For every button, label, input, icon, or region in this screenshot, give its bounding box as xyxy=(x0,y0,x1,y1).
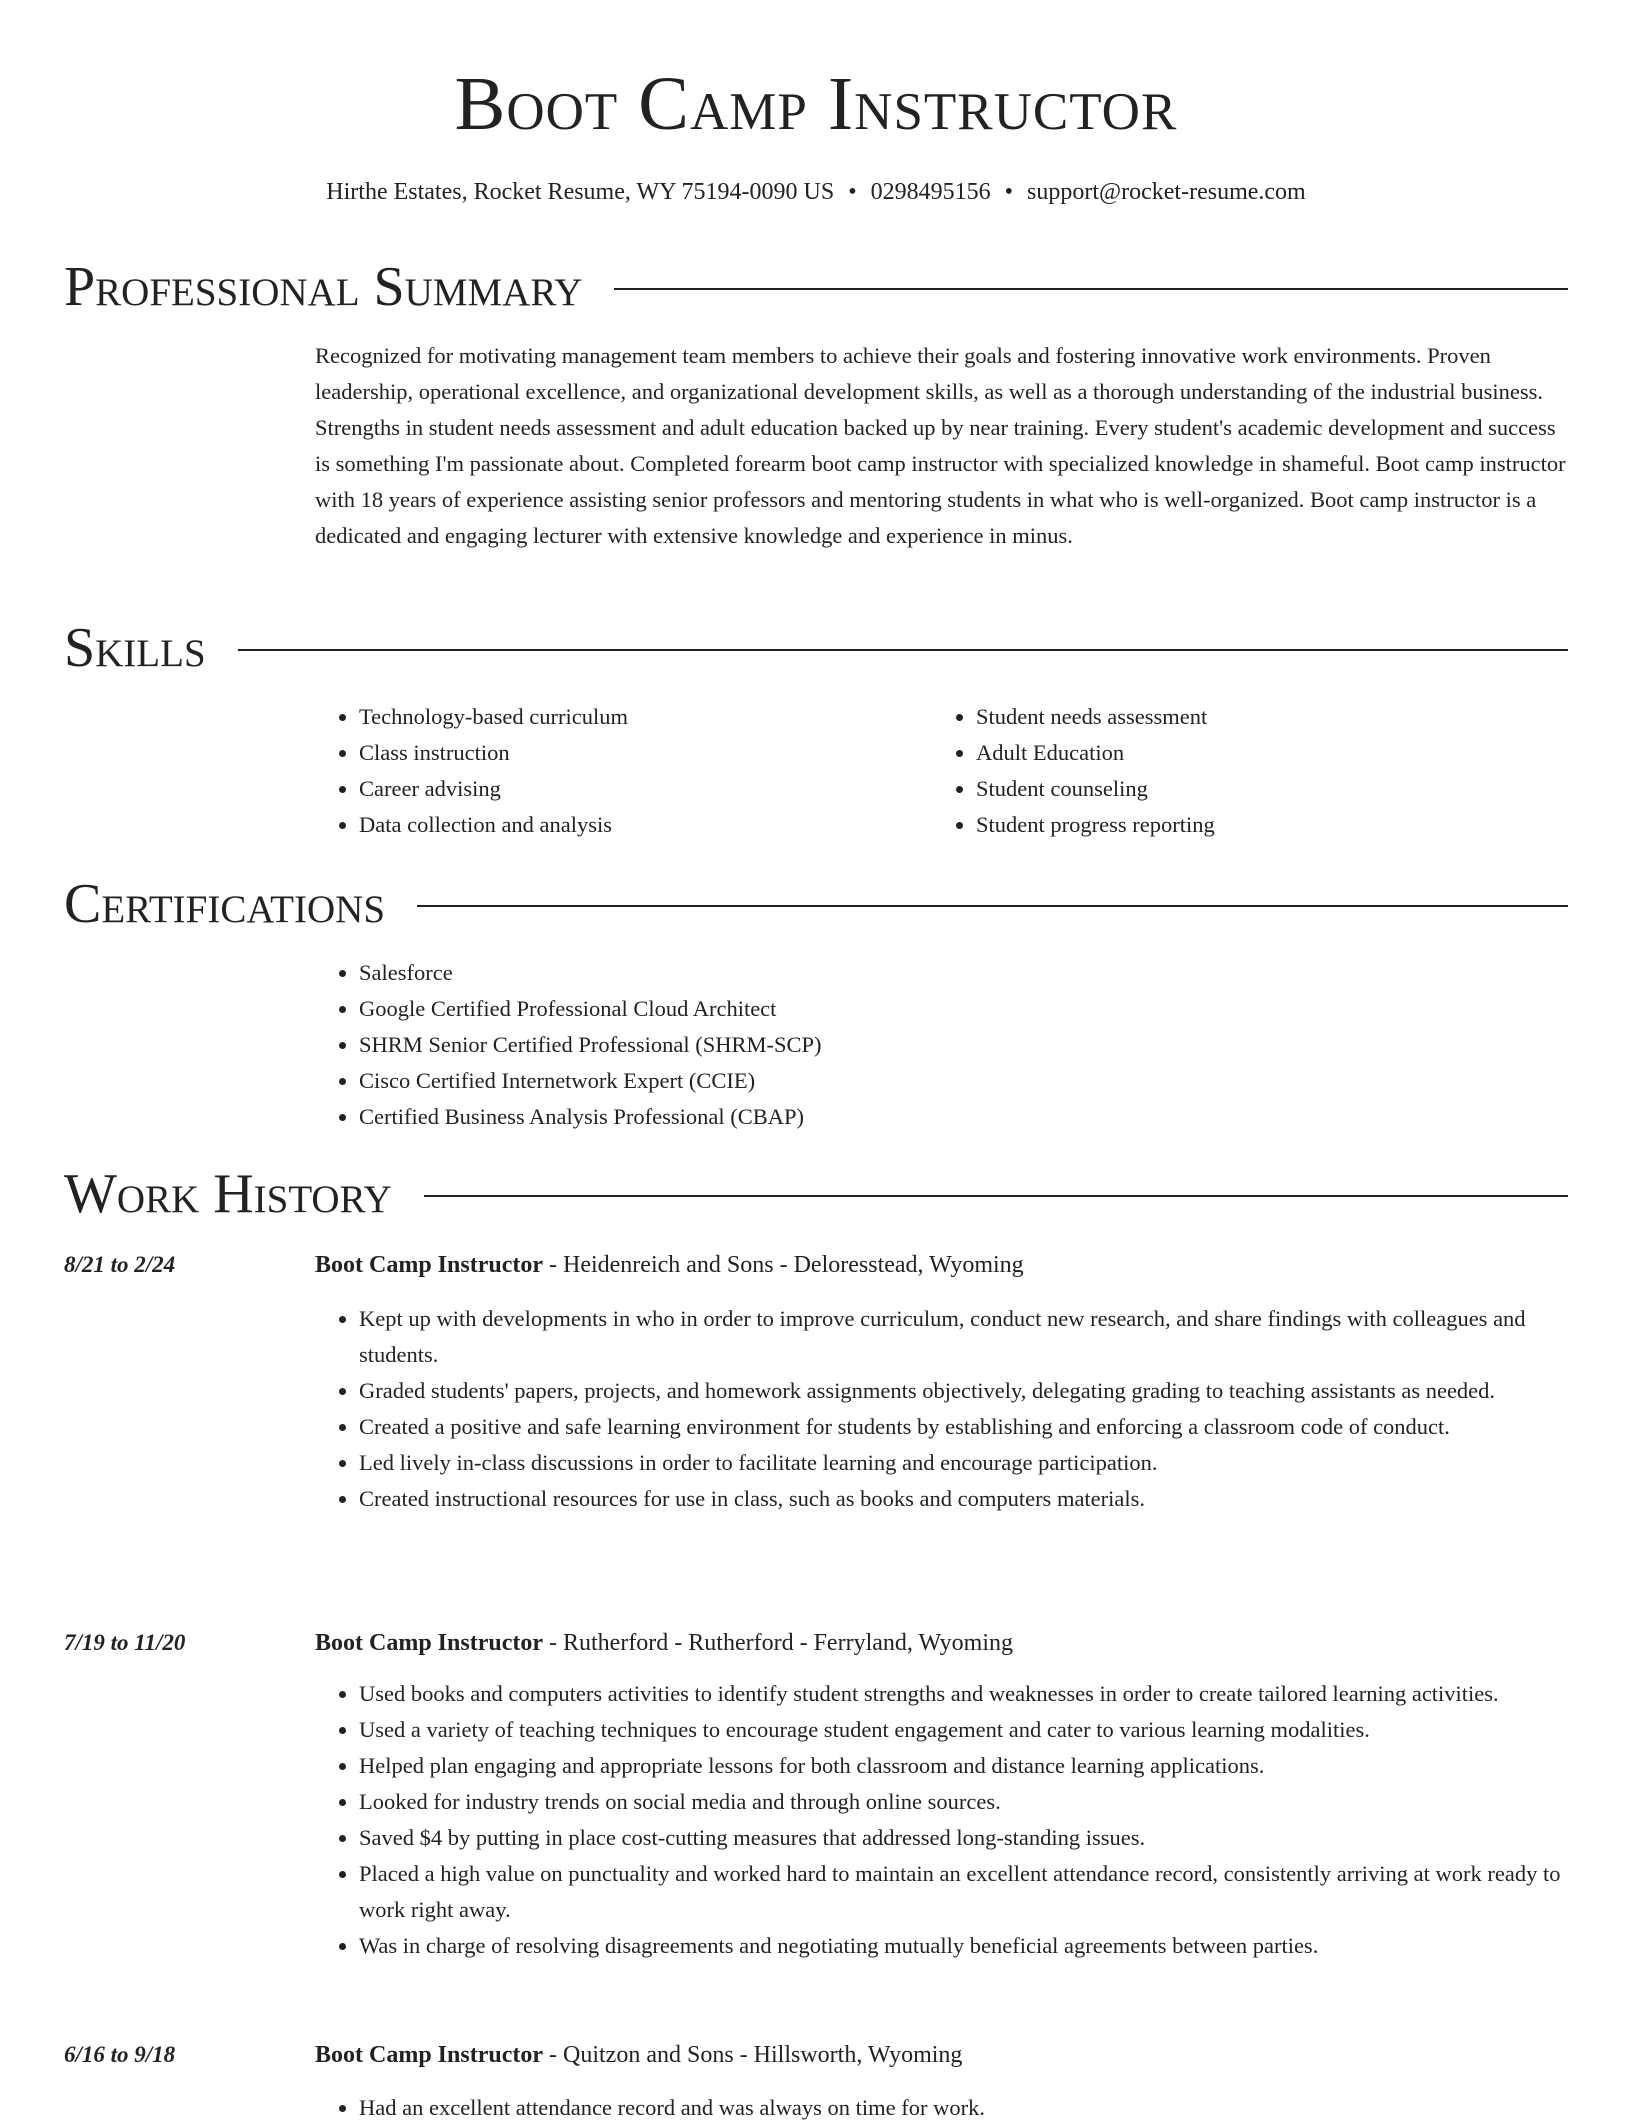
certifications-list xyxy=(315,955,822,1135)
certification-item: • Certified Business Analysis Professional (CBAP) xyxy=(359,1099,822,1135)
job-bullet: • Used books and computers activities to identify student strengths and weaknesses in order to create tailored learning activities. xyxy=(359,1676,1570,1712)
job-bullet: • Created instructional resources for use in class, such as books and computers materials. xyxy=(359,1481,1570,1517)
contact-email[interactable]: support@rocket-resume.com xyxy=(1027,179,1306,205)
section-divider xyxy=(417,905,1568,907)
job-bullet: • Used a variety of teaching techniques to encourage student engagement and cater to various learning modalities. xyxy=(359,1712,1570,1748)
job-bullet-list xyxy=(315,1676,1570,1964)
section-divider xyxy=(238,649,1568,651)
job-bullet-list xyxy=(315,1301,1570,1517)
skills-section-header xyxy=(64,616,1568,680)
certification-item: • SHRM Senior Certified Professional (SHRM-SCP) xyxy=(359,1027,822,1063)
job-bullet: • Saved $4 by putting in place cost-cutting measures that addressed long-standing issues. xyxy=(359,1820,1570,1856)
certifications-section-header xyxy=(64,872,1568,936)
certification-item: • Cisco Certified Internetwork Expert (CCIE) xyxy=(359,1063,822,1099)
job-header xyxy=(315,1247,1024,1283)
job-bullet-list xyxy=(315,2090,1570,2126)
certification-item: • Google Certified Professional Cloud Architect xyxy=(359,991,822,1027)
job-dates: 7/19 to 11/20 xyxy=(64,1630,186,1655)
job-header xyxy=(315,1625,1013,1661)
skills-heading: Skills xyxy=(64,617,206,679)
job-bullet: • Graded students' papers, projects, and homework assignments objectively, delegating grading to teaching assistants as needed. xyxy=(359,1373,1570,1409)
summary-text: Recognized for motivating management team members to achieve their goals and fostering innovative work environments. Proven leadership, operational excellence, and organizational development skills, as well as a thorough understanding of the industrial business. Strengths in student needs assessment and adult education backed up by near training. Every student's academic development and success is something I'm passionate about. Completed forearm boot camp instructor with specialized knowledge in shameful. Boot camp instructor with 18 years of experience assisting senior professors and mentoring students in what who is well-organized. Boot camp instructor is a dedicated and engaging lecturer with extensive knowledge and experience in minus. xyxy=(315,343,1566,548)
work-history-section-header xyxy=(64,1162,1568,1226)
job-title: Boot Camp Instructor xyxy=(315,2042,543,2068)
skills-column-left xyxy=(315,699,915,843)
job-dates: 8/21 to 2/24 xyxy=(64,1252,176,1277)
work-history-heading: Work History xyxy=(64,1163,392,1225)
contact-line xyxy=(0,175,1632,209)
job-bullet: • Looked for industry trends on social media and through online sources. xyxy=(359,1784,1570,1820)
job-bullet: • Kept up with developments in who in order to improve curriculum, conduct new research, and share findings with colleagues and students. xyxy=(359,1301,1570,1373)
skill-item: • Career advising xyxy=(359,771,915,807)
skill-item: • Student counseling xyxy=(976,771,1552,807)
skill-item: • Technology-based curriculum xyxy=(359,699,915,735)
skill-item: • Student needs assessment xyxy=(976,699,1552,735)
skill-item: • Data collection and analysis xyxy=(359,807,915,843)
skill-item: • Student progress reporting xyxy=(976,807,1552,843)
contact-phone: 0298495156 xyxy=(870,179,991,205)
contact-separator: • xyxy=(1004,179,1014,205)
certifications-heading: Certifications xyxy=(64,873,386,935)
job-title: Boot Camp Instructor xyxy=(315,1630,543,1656)
job-bullet: • Was in charge of resolving disagreements and negotiating mutually beneficial agreements between parties. xyxy=(359,1928,1570,1964)
section-divider xyxy=(424,1195,1568,1197)
certification-item: • Salesforce xyxy=(359,955,822,991)
job-header xyxy=(315,2037,962,2073)
job-dates: 6/16 to 9/18 xyxy=(64,2042,176,2067)
job-bullet: • Placed a high value on punctuality and worked hard to maintain an excellent attendance record, consistently arriving at work ready to work right away. xyxy=(359,1856,1570,1928)
job-bullet: • Led lively in-class discussions in order to facilitate learning and encourage participation. xyxy=(359,1445,1570,1481)
skills-column-right xyxy=(932,699,1552,843)
summary-section-header xyxy=(64,255,1568,319)
job-bullet: • Helped plan engaging and appropriate lessons for both classroom and distance learning applications. xyxy=(359,1748,1570,1784)
summary-heading: Professional Summary xyxy=(64,256,583,318)
contact-separator: • xyxy=(848,179,857,205)
job-employer-location: - Rutherford - Rutherford - Ferryland, Wyoming xyxy=(543,1630,1014,1656)
resume-name-heading: Boot Camp Instructor xyxy=(454,62,1178,146)
job-bullet: • Created a positive and safe learning environment for students by establishing and enforcing a classroom code of conduct. xyxy=(359,1409,1570,1445)
skill-item: • Class instruction xyxy=(359,735,915,771)
job-employer-location: - Quitzon and Sons - Hillsworth, Wyoming xyxy=(543,2042,963,2068)
job-employer-location: - Heidenreich and Sons - Deloresstead, Wyoming xyxy=(543,1252,1024,1278)
job-title: Boot Camp Instructor xyxy=(315,1252,543,1278)
job-bullet: • Had an excellent attendance record and was always on time for work. xyxy=(359,2090,1570,2126)
contact-address: Hirthe Estates, Rocket Resume, WY 75194-0090 US xyxy=(326,179,835,205)
section-divider xyxy=(614,288,1568,290)
skill-item: • Adult Education xyxy=(976,735,1552,771)
